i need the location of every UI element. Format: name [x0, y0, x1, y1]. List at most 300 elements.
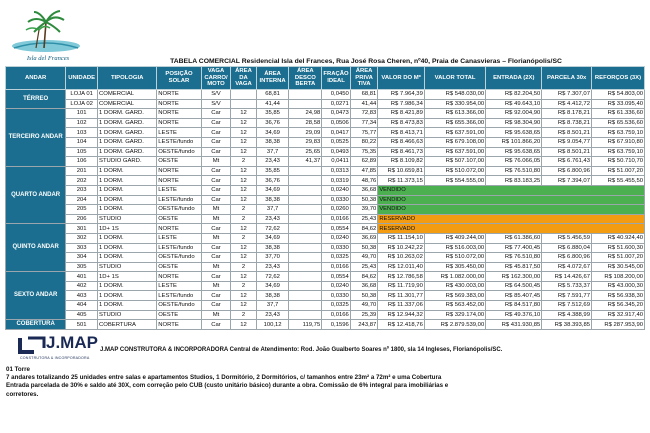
table-row	[6, 176, 645, 186]
table-cell	[289, 272, 322, 282]
table-cell: Car	[201, 176, 231, 186]
table-cell: 47,85	[350, 166, 378, 176]
table-row	[6, 195, 645, 205]
table-cell: 106	[66, 157, 98, 167]
table-cell: 0,0411	[322, 157, 351, 167]
table-cell: NORTE	[157, 166, 201, 176]
table-cell: 38,38	[256, 195, 289, 205]
table-row	[6, 214, 645, 224]
column-header: REFORÇOS (3X)	[592, 67, 645, 90]
table-row	[6, 320, 645, 330]
table-cell: OESTE/fundo	[157, 147, 201, 157]
table-cell: 37,70	[256, 253, 289, 263]
table-cell: 24,98	[289, 109, 322, 119]
table-cell: 303	[66, 243, 98, 253]
table-cell: 1D+ 1S	[98, 224, 157, 234]
table-cell: 23,43	[256, 262, 289, 272]
table-cell: 302	[66, 233, 98, 243]
price-cell: R$ 287.953,90	[592, 320, 645, 330]
column-header: ÁREA DESCO BERTA	[289, 67, 322, 90]
price-cell: R$ 82.204,50	[486, 90, 542, 100]
table-cell: Mt	[201, 310, 231, 320]
table-cell: Car	[201, 166, 231, 176]
table-row	[6, 157, 645, 167]
table-row	[6, 281, 645, 291]
price-cell: R$ 76.510,80	[486, 253, 542, 263]
table-cell: LESTE	[157, 185, 201, 195]
floor-label: QUARTO ANDAR	[6, 166, 66, 224]
table-cell: 0,0330	[322, 291, 351, 301]
table-cell: Car	[201, 243, 231, 253]
price-cell: R$ 64.500,45	[486, 281, 542, 291]
price-cell: R$ 76.066,05	[486, 157, 542, 167]
table-cell: 49,70	[350, 301, 378, 311]
price-cell: R$ 98.304,90	[486, 118, 542, 128]
status-cell: VENDIDO	[378, 185, 645, 195]
table-cell: STUDIO	[98, 262, 157, 272]
table-cell	[289, 90, 322, 100]
price-cell: R$ 6.800,96	[542, 253, 592, 263]
price-cell: R$ 516.003,00	[424, 243, 485, 253]
price-cell: R$ 8.738,21	[542, 118, 592, 128]
price-cell: R$ 507.107,00	[424, 157, 485, 167]
table-cell: 2	[231, 281, 256, 291]
price-cell: R$ 11.337,06	[378, 301, 425, 311]
table-cell: 28,58	[289, 118, 322, 128]
notes	[6, 366, 646, 399]
price-cell: R$ 430.003,00	[424, 281, 485, 291]
table-cell: Mt	[201, 233, 231, 243]
table-row	[6, 185, 645, 195]
table-cell: 12	[231, 185, 256, 195]
price-cell: R$ 61.336,60	[592, 109, 645, 119]
price-cell: R$ 14.426,67	[542, 272, 592, 282]
price-cell: R$ 548.030,00	[424, 90, 485, 100]
table-cell: LESTE	[157, 233, 201, 243]
column-header: ÁREA DA VAGA	[231, 67, 256, 90]
table-cell: 101	[66, 109, 98, 119]
table-cell: 72,62	[256, 224, 289, 234]
table-cell: 1 DORM.	[98, 185, 157, 195]
status-cell: RESERVADO	[378, 224, 645, 234]
table-row	[6, 118, 645, 128]
price-cell: R$ 10.242,22	[378, 243, 425, 253]
table-cell: 25,65	[289, 147, 322, 157]
table-cell: 25,39	[350, 310, 378, 320]
price-cell: R$ 554.555,00	[424, 176, 485, 186]
table-cell: 50,38	[350, 291, 378, 301]
table-row	[6, 90, 645, 100]
table-cell: 202	[66, 176, 98, 186]
table-cell: 12	[231, 253, 256, 263]
table-cell: Car	[201, 301, 231, 311]
table-cell: Car	[201, 118, 231, 128]
price-cell: R$ 77.400,45	[486, 243, 542, 253]
table-cell: 2	[231, 233, 256, 243]
table-cell: 100,12	[256, 320, 289, 330]
table-cell	[289, 291, 322, 301]
price-cell: R$ 55.455,50	[592, 176, 645, 186]
price-cell: R$ 95.638,65	[486, 128, 542, 138]
table-cell: 39,70	[350, 205, 378, 215]
table-cell: 50,38	[350, 195, 378, 205]
table-cell: STUDIO	[98, 310, 157, 320]
table-cell	[231, 90, 256, 100]
table-cell: 1 DORM.	[98, 243, 157, 253]
status-cell: VENDIDO	[378, 205, 645, 215]
price-cell: R$ 63.759,10	[592, 128, 645, 138]
table-cell: 0,0330	[322, 195, 351, 205]
table-cell: Car	[201, 137, 231, 147]
table-cell: 41,44	[350, 99, 378, 109]
table-cell: 12	[231, 147, 256, 157]
table-cell: LESTE/fundo	[157, 291, 201, 301]
table-cell	[289, 205, 322, 215]
table-cell: STUDIO	[98, 214, 157, 224]
price-cell: R$ 50.710,70	[592, 157, 645, 167]
floor-label: TÉRREO	[6, 90, 66, 109]
table-cell: 41,44	[256, 99, 289, 109]
price-cell: R$ 8.473,83	[378, 118, 425, 128]
table-cell	[289, 253, 322, 263]
contact-line: J.MAP CONSTRUTORA & INCORPORADORA Central de Atendimento: Rod. João Gualberto Soares nº 1800, sla 14 Ingleses, Florianópolis/SC.	[100, 347, 503, 353]
price-cell: R$ 7.591,77	[542, 291, 592, 301]
table-cell: 205	[66, 205, 98, 215]
table-cell: 0,0417	[322, 128, 351, 138]
table-cell: 206	[66, 214, 98, 224]
price-cell: R$ 569.383,00	[424, 291, 485, 301]
table-cell: 12	[231, 243, 256, 253]
table-cell	[289, 243, 322, 253]
table-row	[6, 224, 645, 234]
table-cell: 0,0260	[322, 205, 351, 215]
table-cell: 25,43	[350, 214, 378, 224]
price-cell: R$ 8.501,21	[542, 147, 592, 157]
table-row	[6, 301, 645, 311]
table-cell: LESTE/fundo	[157, 195, 201, 205]
status-cell: RESERVADO	[378, 214, 645, 224]
table-cell: NORTE	[157, 320, 201, 330]
table-cell	[289, 310, 322, 320]
table-cell: 41,37	[289, 157, 322, 167]
price-cell: R$ 12.418,76	[378, 320, 425, 330]
table-cell: OESTE	[157, 262, 201, 272]
table-cell: 29,09	[289, 128, 322, 138]
table-cell: 75,77	[350, 128, 378, 138]
table-cell: 1 DORM. GARD.	[98, 128, 157, 138]
table-cell: 35,85	[256, 109, 289, 119]
table-cell: Car	[201, 147, 231, 157]
table-cell	[289, 99, 322, 109]
price-cell: R$ 54.803,00	[592, 90, 645, 100]
table-cell	[231, 99, 256, 109]
price-cell: R$ 30.545,00	[592, 262, 645, 272]
table-cell: 35,85	[256, 166, 289, 176]
price-cell: R$ 12.786,58	[378, 272, 425, 282]
table-cell: 0,0166	[322, 214, 351, 224]
price-cell: R$ 33.095,40	[592, 99, 645, 109]
table-cell: Car	[201, 291, 231, 301]
price-cell: R$ 12.944,32	[378, 310, 425, 320]
table-cell: 34,69	[256, 281, 289, 291]
table-cell: 402	[66, 281, 98, 291]
table-title: TABELA COMERCIAL Residencial Isla del Frances, Rua José Rosa Cheren, nº40, Praia de Canasvieras – Florianópolis/SC	[170, 58, 562, 65]
price-cell: R$ 61.386,60	[486, 233, 542, 243]
price-cell: R$ 56.345,20	[592, 301, 645, 311]
table-cell: 80,22	[350, 137, 378, 147]
price-cell: R$ 510.072,00	[424, 253, 485, 263]
column-header: ENTRADA (2X)	[486, 67, 542, 90]
table-cell: LESTE/fundo	[157, 137, 201, 147]
table-cell: 23,43	[256, 310, 289, 320]
price-cell: R$ 655.366,00	[424, 118, 485, 128]
table-cell: 12	[231, 128, 256, 138]
table-cell: 0,0506	[322, 118, 351, 128]
table-cell: 12	[231, 195, 256, 205]
table-cell: NORTE	[157, 90, 201, 100]
table-cell	[289, 301, 322, 311]
table-cell: 12	[231, 118, 256, 128]
table-cell: NORTE	[157, 272, 201, 282]
price-cell: R$ 7.986,34	[378, 99, 425, 109]
column-header: ANDAR	[6, 67, 66, 90]
price-cell: R$ 32.917,40	[592, 310, 645, 320]
table-cell: 38,38	[256, 291, 289, 301]
table-cell: 0,0325	[322, 253, 351, 263]
price-cell: R$ 7.512,69	[542, 301, 592, 311]
price-cell: R$ 637.591,00	[424, 147, 485, 157]
table-cell: 49,70	[350, 253, 378, 263]
table-cell: 105	[66, 147, 98, 157]
note-line: 01 Torre	[6, 366, 30, 373]
table-cell: 203	[66, 185, 98, 195]
price-cell: R$ 8.421,89	[378, 109, 425, 119]
table-cell: 243,87	[350, 320, 378, 330]
table-cell: 34,69	[256, 233, 289, 243]
table-cell: 103	[66, 128, 98, 138]
table-cell: 405	[66, 310, 98, 320]
price-cell: R$ 92.004,90	[486, 109, 542, 119]
table-cell: 12	[231, 166, 256, 176]
price-cell: R$ 679.108,00	[424, 137, 485, 147]
table-cell: 2	[231, 262, 256, 272]
table-cell: Car	[201, 320, 231, 330]
table-cell: 12	[231, 291, 256, 301]
table-cell: 77,34	[350, 118, 378, 128]
table-cell: 1 DORM. GARD.	[98, 147, 157, 157]
table-cell: 1 DORM. GARD.	[98, 118, 157, 128]
table-cell: LESTE	[157, 128, 201, 138]
price-cell: R$ 2.879.539,00	[424, 320, 485, 330]
table-cell: 305	[66, 262, 98, 272]
table-cell: 0,0166	[322, 262, 351, 272]
price-cell: R$ 7.964,39	[378, 90, 425, 100]
price-cell: R$ 38.393,85	[542, 320, 592, 330]
table-cell: 12	[231, 109, 256, 119]
floor-label: COBERTURA	[6, 320, 66, 330]
table-cell: 34,69	[256, 128, 289, 138]
price-cell: R$ 8.413,71	[378, 128, 425, 138]
table-row	[6, 128, 645, 138]
table-cell: Mt	[201, 205, 231, 215]
price-cell: R$ 10.659,81	[378, 166, 425, 176]
table-cell: 0,0271	[322, 99, 351, 109]
table-cell: STUDIO GARD.	[98, 157, 157, 167]
table-cell: 1 DORM.	[98, 233, 157, 243]
table-cell: 1D+ 1S	[98, 272, 157, 282]
table-cell: 104	[66, 137, 98, 147]
table-cell: 34,69	[256, 185, 289, 195]
price-cell: R$ 51.600,30	[592, 243, 645, 253]
table-cell: 0,0313	[322, 166, 351, 176]
price-cell: R$ 8.178,21	[542, 109, 592, 119]
table-cell: 75,35	[350, 147, 378, 157]
status-cell: VENDIDO	[378, 195, 645, 205]
table-cell: Mt	[201, 214, 231, 224]
table-cell: OESTE	[157, 310, 201, 320]
price-cell: R$ 40.924,40	[592, 233, 645, 243]
table-cell: Mt	[201, 281, 231, 291]
price-cell: R$ 49.643,10	[486, 99, 542, 109]
table-cell: 0,0554	[322, 272, 351, 282]
price-cell: R$ 65.536,60	[592, 118, 645, 128]
table-cell: 12	[231, 320, 256, 330]
table-cell: 304	[66, 253, 98, 263]
price-cell: R$ 11.719,90	[378, 281, 425, 291]
price-cell: R$ 84.517,80	[486, 301, 542, 311]
table-cell: OESTE/fundo	[157, 301, 201, 311]
table-cell: 2	[231, 310, 256, 320]
table-cell: 1 DORM.	[98, 176, 157, 186]
column-header: UNIDADE	[66, 67, 98, 90]
table-cell: 0,0166	[322, 310, 351, 320]
table-cell: 0,0473	[322, 109, 351, 119]
table-cell: 72,83	[350, 109, 378, 119]
price-cell: R$ 613.366,00	[424, 109, 485, 119]
price-cell: R$ 6.880,04	[542, 243, 592, 253]
table-cell: NORTE	[157, 176, 201, 186]
table-row	[6, 272, 645, 282]
table-cell: 1 DORM.	[98, 291, 157, 301]
table-row	[6, 137, 645, 147]
price-cell: R$ 1.082.000,00	[424, 272, 485, 282]
note-line: Entrada parcelada de 30% e saldo até 30X, com correção pelo CUB (custo unitário básico) durante a obra. Comissão de 6% integral para imobiliárias e	[6, 382, 449, 390]
price-cell: R$ 5.456,59	[542, 233, 592, 243]
table-cell: 0,0240	[322, 233, 351, 243]
table-cell: 36,76	[256, 176, 289, 186]
table-cell: NORTE	[157, 118, 201, 128]
table-cell: LESTE/fundo	[157, 243, 201, 253]
table-cell: 1 DORM.	[98, 205, 157, 215]
price-cell: R$ 51.007,20	[592, 166, 645, 176]
floor-label: QUINTO ANDAR	[6, 224, 66, 272]
price-cell: R$ 5.733,37	[542, 281, 592, 291]
table-cell: 1 DORM. GARD.	[98, 137, 157, 147]
table-row	[6, 166, 645, 176]
table-cell	[289, 233, 322, 243]
table-cell: Car	[201, 195, 231, 205]
table-cell: COMERCIAL	[98, 99, 157, 109]
table-cell: 1 DORM.	[98, 195, 157, 205]
price-cell: R$ 51.007,20	[592, 253, 645, 263]
table-cell: 501	[66, 320, 98, 330]
column-header: VALOR TOTAL	[424, 67, 485, 90]
brand-name: J.MAP	[46, 333, 98, 352]
table-cell: 0,0450	[322, 90, 351, 100]
table-cell: Car	[201, 185, 231, 195]
table-cell	[289, 262, 322, 272]
table-cell: 48,76	[350, 176, 378, 186]
table-cell: Car	[201, 272, 231, 282]
price-cell: R$ 67.910,80	[592, 137, 645, 147]
table-cell: 201	[66, 166, 98, 176]
brand-subtitle: CONSTRUTORA & INCORPORADORA	[20, 356, 90, 360]
price-cell: R$ 4.412,72	[542, 99, 592, 109]
table-cell: 1 DORM. GARD.	[98, 109, 157, 119]
table-cell: 38,38	[256, 137, 289, 147]
table-cell: 12	[231, 137, 256, 147]
table-cell: 2	[231, 205, 256, 215]
table-cell: LOJA 01	[66, 90, 98, 100]
note-line: 7 andares totalizando 25 unidades entre salas e apartamentos Studios, 1 Dormitório, 2 Dormitórios, c/ tamanhos entre 23m² a 72m² e uma Cobertura	[6, 374, 442, 382]
table-row	[6, 233, 645, 243]
table-cell	[289, 224, 322, 234]
price-cell: R$ 7.394,07	[542, 176, 592, 186]
table-cell: 29,83	[289, 137, 322, 147]
table-cell: 12	[231, 301, 256, 311]
price-cell: R$ 43.000,30	[592, 281, 645, 291]
table-cell: 102	[66, 118, 98, 128]
column-header: PARCELA 30x	[542, 67, 592, 90]
table-cell: 12	[231, 224, 256, 234]
table-cell: COBERTURA	[98, 320, 157, 330]
table-cell: 0,0325	[322, 301, 351, 311]
table-cell: OESTE/fundo	[157, 205, 201, 215]
table-cell: 0,0330	[322, 243, 351, 253]
floor-label: SEXTO ANDAR	[6, 272, 66, 320]
table-cell	[289, 166, 322, 176]
table-cell: 401	[66, 272, 98, 282]
note-line: corretores.	[6, 390, 39, 398]
price-cell: R$ 330.954,00	[424, 99, 485, 109]
price-cell: R$ 83.183,25	[486, 176, 542, 186]
table-cell: 0,0525	[322, 137, 351, 147]
table-row	[6, 109, 645, 119]
table-row	[6, 291, 645, 301]
table-cell: 0,0493	[322, 147, 351, 157]
table-cell: 37,7	[256, 205, 289, 215]
column-header: POSIÇÃO SOLAR	[157, 67, 201, 90]
table-cell: 36,68	[350, 185, 378, 195]
table-cell: 2	[231, 157, 256, 167]
table-cell: 0,0240	[322, 281, 351, 291]
floor-label: TERCEIRO ANDAR	[6, 109, 66, 167]
table-cell: 84,62	[350, 224, 378, 234]
table-cell: 84,62	[350, 272, 378, 282]
table-cell: S/V	[201, 99, 231, 109]
price-cell: R$ 11.154,10	[378, 233, 425, 243]
column-header: VALOR DO Mº	[378, 67, 425, 90]
price-cell: R$ 63.759,10	[592, 147, 645, 157]
table-cell: 62,89	[350, 157, 378, 167]
table-cell: 12	[231, 272, 256, 282]
table-cell: Car	[201, 224, 231, 234]
table-cell: 68,81	[350, 90, 378, 100]
table-cell: 301	[66, 224, 98, 234]
price-cell: R$ 12.011,40	[378, 262, 425, 272]
table-row	[6, 205, 645, 215]
table-cell: 37,7	[256, 301, 289, 311]
